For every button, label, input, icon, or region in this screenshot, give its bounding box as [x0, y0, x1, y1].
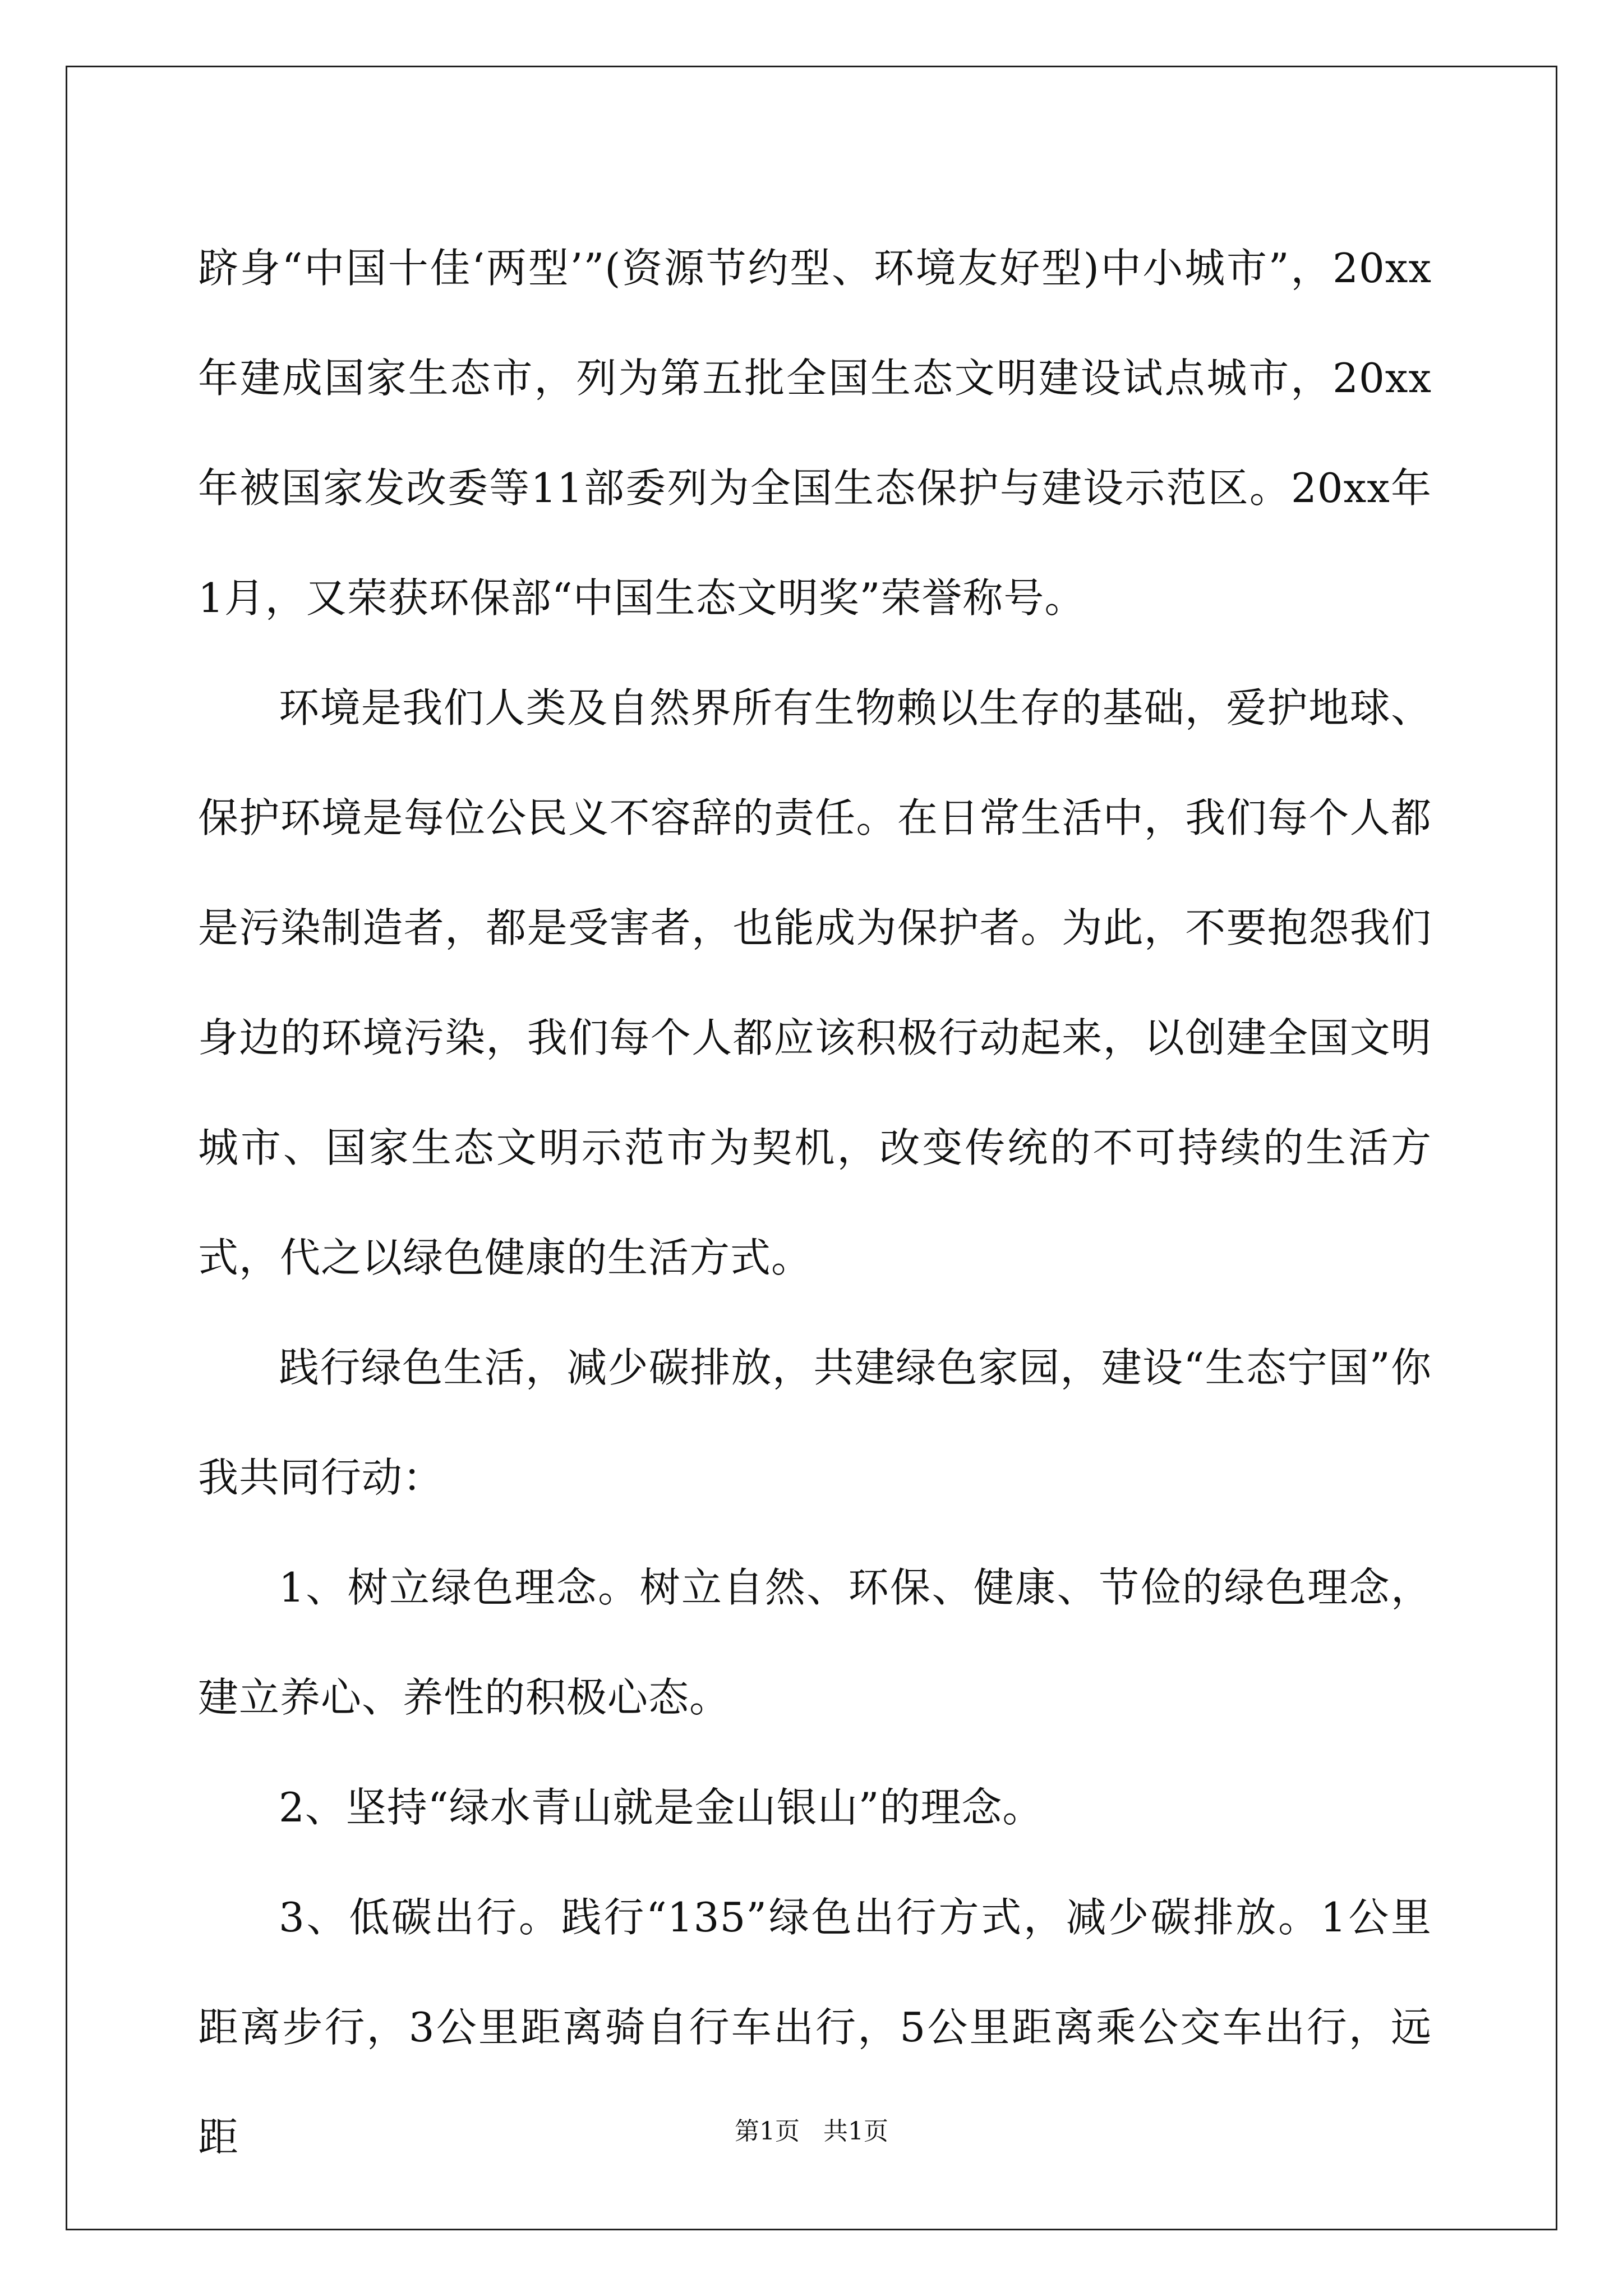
paragraph-5: 2、坚持“绿水青山就是金山银山”的理念。	[279, 1784, 1044, 1831]
paragraph-6: 3、低碳出行。践行“135”绿色出行方式，减少碳排放。1公里距离步行，3公里距离骑自行车出行，5公里距离乘公交车出行，远距	[198, 1894, 1432, 2161]
paragraph-2: 环境是我们人类及自然界所有生物赖以生存的基础，爱护地球、保护环境是每位公民义不容辞的责任。在日常生活中，我们每个人都是污染制造者，都是受害者，也能成为保护者。为此，不要抱怨我们身边的环境污染，我们每个人都应该积极行动起来，以创建全国文明城市、国家生态文明示范市为契机，改变传统的不可持续的生活方式，代之以绿色健康的生活方式。	[198, 684, 1432, 1281]
page-number-footer: 第1页 共1页	[735, 2117, 888, 2146]
paragraph-3: 践行绿色生活，减少碳排放，共建绿色家园，建设“生态宁国”你我共同行动：	[198, 1344, 1432, 1501]
paragraph-1: 跻身“中国十佳‘两型’”(资源节约型、环境友好型)中小城市”，20xx年建成国家生态市，列为第五批全国生态文明建设试点城市，20xx年被国家发改委等11部委列为全国生态保护与建设示范区。20xx年1月，又荣获环保部“中国生态文明奖”荣誉称号。	[198, 245, 1432, 622]
document-body	[198, 213, 1432, 2192]
paragraph-4: 1、树立绿色理念。树立自然、环保、健康、节俭的绿色理念，建立养心、养性的积极心态。	[198, 1564, 1432, 1721]
